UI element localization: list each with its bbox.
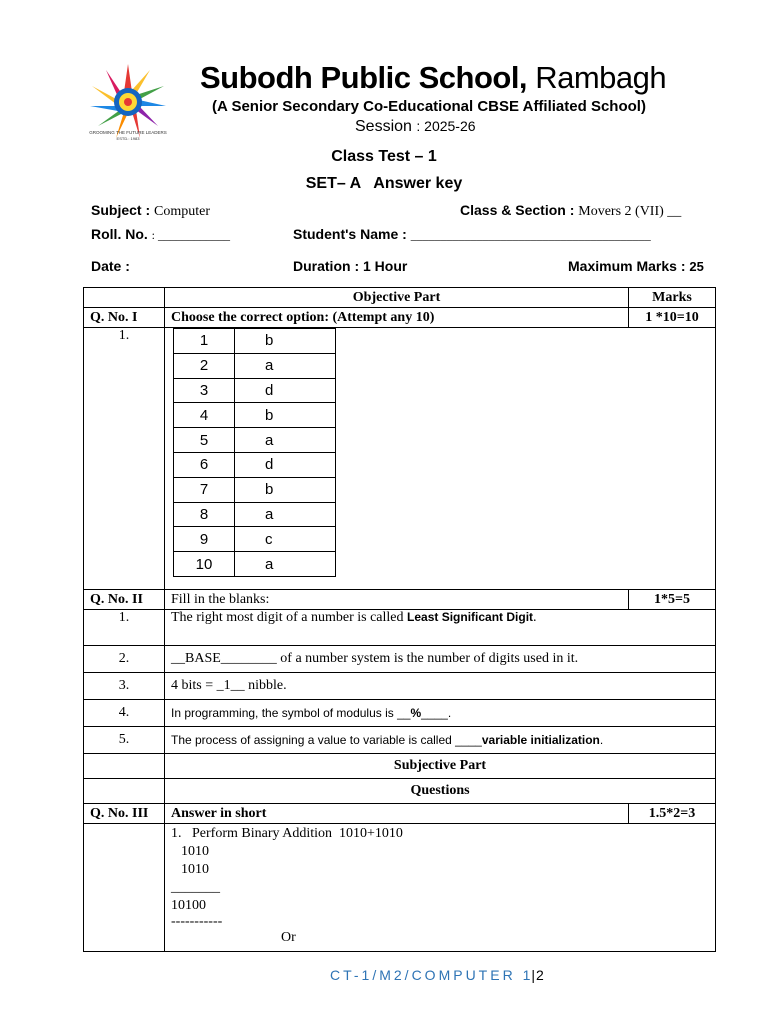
mcq-answer: a [235, 502, 336, 527]
set-title: SET– A Answer key [305, 175, 463, 192]
school-logo [88, 62, 168, 142]
fill-row [84, 700, 716, 727]
binary-result: 10100 [171, 898, 206, 913]
or-text: Or [281, 930, 296, 945]
q3-header-row [84, 804, 716, 824]
q1-marks: 1 *10=10 [629, 308, 716, 328]
fill-num: 1. [84, 610, 165, 646]
fill-row [84, 646, 716, 673]
date-field [91, 258, 130, 274]
q1-answers-row [84, 328, 716, 590]
q2-label: Q. No. II [84, 590, 165, 610]
class-section-label: Class & Section : [460, 202, 575, 218]
q1-label: Q. No. I [84, 308, 165, 328]
student-name-label: Student's Name : [293, 226, 407, 242]
date-label: Date : [91, 258, 130, 274]
objective-header-row [84, 288, 716, 308]
fill-pre: The process of assigning a value to variable is called ____ [171, 733, 482, 747]
marks-header: Marks [629, 288, 716, 308]
roll-label: Roll. No. [91, 226, 148, 242]
mcq-num: 9 [174, 527, 235, 552]
fill-pre: The right most digit of a number is called [171, 610, 408, 625]
session-label: Session [355, 118, 412, 135]
mcq-answer: d [235, 452, 336, 477]
fill-text [165, 727, 716, 754]
binary-line: 1010 [181, 862, 209, 877]
q1-title: Choose the correct option: (Attempt any 10) [165, 308, 629, 328]
page-separator: | [531, 967, 537, 983]
mcq-answer-table [173, 328, 336, 577]
fill-post: . [599, 733, 604, 747]
fill-row [84, 727, 716, 754]
mcq-answer: a [235, 353, 336, 378]
q2-header-row [84, 590, 716, 610]
mcq-answer: b [235, 477, 336, 502]
empty-cell [84, 779, 165, 804]
mcq-row [174, 403, 336, 428]
mcq-row [174, 452, 336, 477]
fill-num: 5. [84, 727, 165, 754]
mcq-answer: a [235, 428, 336, 453]
fill-num: 3. [84, 673, 165, 700]
fill-post: ____. [421, 706, 452, 720]
school-name-text: Subodh Public School, [200, 60, 528, 95]
subject-label: Subject : [91, 202, 151, 218]
mcq-num: 8 [174, 502, 235, 527]
fill-post: . [533, 610, 537, 625]
mcq-row [174, 477, 336, 502]
mcq-answer: a [235, 552, 336, 577]
duration-label: Duration : [293, 258, 360, 274]
subjective-part-title: Subjective Part [165, 754, 716, 779]
student-name-field [293, 226, 651, 243]
q1-header-row [84, 308, 716, 328]
fill-answer: Least Significant Digit [407, 610, 534, 624]
mcq-num: 3 [174, 378, 235, 403]
objective-part-title: Objective Part [165, 288, 629, 308]
q1-item: 1. [84, 328, 165, 590]
class-section-field [460, 202, 681, 220]
binary-line: 1010 [181, 844, 209, 859]
fill-answer: variable initialization [481, 733, 600, 747]
subjective-header-row [84, 754, 716, 779]
fill-text: 4 bits = _1__ nibble. [165, 673, 716, 700]
mcq-num: 7 [174, 477, 235, 502]
logo-motto: GROOMING THE FUTURE LEADERS [89, 130, 167, 135]
q3-label: Q. No. III [84, 804, 165, 824]
fill-answer: % [410, 706, 422, 720]
session [355, 118, 476, 136]
q3-answer-row [84, 824, 716, 952]
fill-text [165, 700, 716, 727]
fill-text [165, 610, 716, 646]
mcq-answer: b [235, 329, 336, 354]
fill-row [84, 610, 716, 646]
questions-label: Questions [165, 779, 716, 804]
fill-row [84, 673, 716, 700]
empty-cell [84, 824, 165, 952]
binary-underline: _______ [171, 880, 220, 895]
mcq-num: 1 [174, 329, 235, 354]
max-marks-label: Maximum Marks : [568, 258, 686, 274]
school-tagline: (A Senior Secondary Co-Educational CBSE Affiliated School) [212, 98, 646, 115]
session-value: : 2025-26 [416, 118, 476, 134]
subject-value: Computer [154, 204, 211, 219]
roll-value: : ____________ [151, 228, 231, 242]
empty-cell [84, 754, 165, 779]
mcq-row [174, 502, 336, 527]
mcq-row [174, 552, 336, 577]
mcq-num: 6 [174, 452, 235, 477]
school-location: Rambagh [535, 60, 667, 95]
school-name [200, 60, 666, 96]
class-test-title: Class Test – 1 [331, 148, 437, 165]
mcq-row [174, 428, 336, 453]
mcq-row [174, 353, 336, 378]
max-marks-field [568, 258, 704, 274]
mcq-row [174, 329, 336, 354]
page-total: 2 [536, 967, 545, 983]
duration-field [293, 258, 407, 274]
duration-value: 1 Hour [363, 258, 408, 274]
student-name-value: ________________________________________ [410, 228, 651, 242]
mcq-row [174, 378, 336, 403]
max-marks-value: 25 [689, 259, 704, 274]
mcq-num: 2 [174, 353, 235, 378]
mcq-num: 10 [174, 552, 235, 577]
mcq-num: 5 [174, 428, 235, 453]
mcq-num: 4 [174, 403, 235, 428]
page-footer [330, 967, 545, 983]
empty-cell [84, 288, 165, 308]
fill-num: 4. [84, 700, 165, 727]
q1-answers-cell [165, 328, 716, 590]
binary-dashes: ----------- [171, 914, 223, 929]
mcq-answer: c [235, 527, 336, 552]
fill-num: 2. [84, 646, 165, 673]
q3-marks: 1.5*2=3 [629, 804, 716, 824]
page-number [523, 967, 545, 983]
fill-pre: In programming, the symbol of modulus is __ [171, 706, 411, 720]
mcq-answer: b [235, 403, 336, 428]
q2-marks: 1*5=5 [629, 590, 716, 610]
mcq-row [174, 527, 336, 552]
class-section-value: Movers 2 (VII) __ [578, 204, 682, 219]
roll-field [91, 226, 230, 243]
q2-title: Fill in the blanks: [165, 590, 629, 610]
q3-answer-cell [165, 824, 716, 952]
questions-header-row [84, 779, 716, 804]
answer-key-table [83, 287, 716, 952]
footer-text: CT-1/M2/COMPUTER [330, 967, 516, 983]
logo-estd: ESTD.: 1983 [116, 136, 140, 141]
q3-title: Answer in short [165, 804, 629, 824]
q3-item: 1. Perform Binary Addition 1010+1010 [171, 826, 403, 841]
mcq-answer: d [235, 378, 336, 403]
fill-text: __BASE________ of a number system is the number of digits used in it. [165, 646, 716, 673]
subject-field [91, 202, 210, 220]
page-current: 1 [522, 967, 532, 983]
